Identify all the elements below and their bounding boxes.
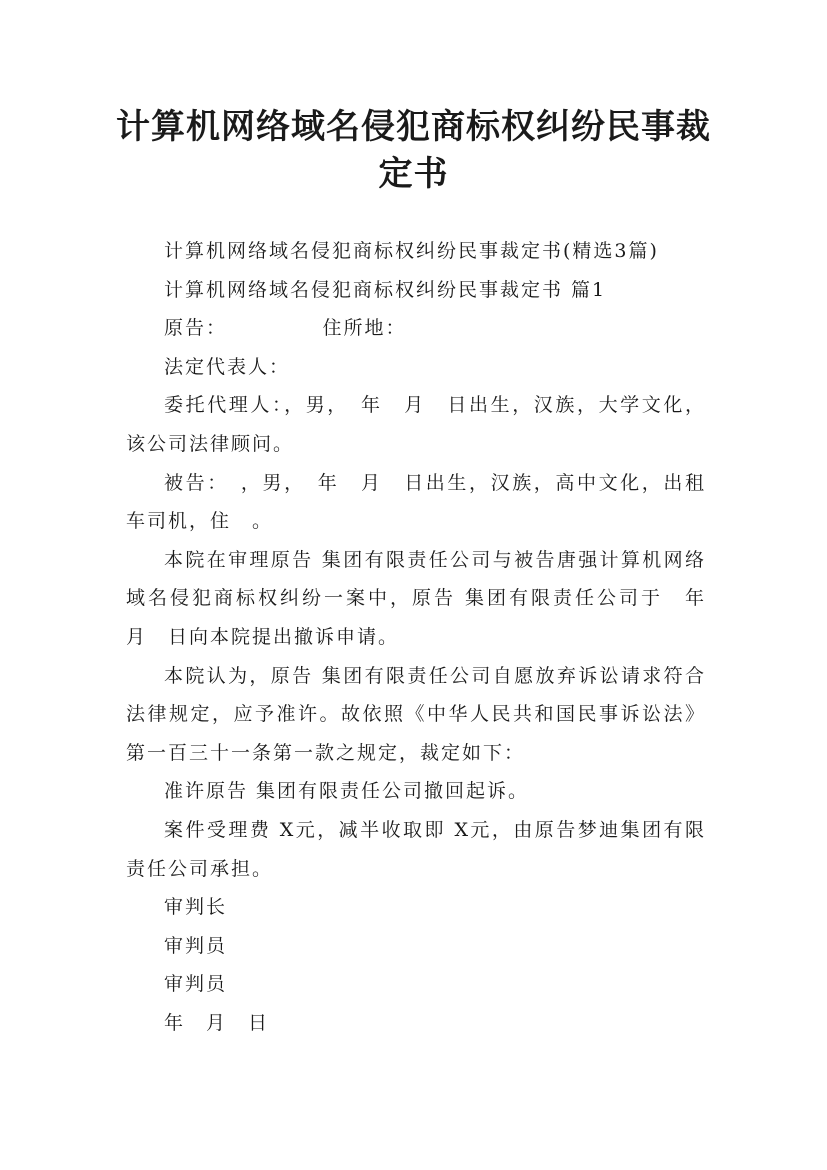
paragraph-ruling: 准许原告 集团有限责任公司撤回起诉。 [164,780,530,803]
paragraph-agent: 委托代理人：，男， 年 月 日出生，汉族，大学文化，该公司法律顾问。 [126,394,706,455]
paragraph-legal-representative: 法定代表人： [164,355,291,378]
document-body [126,232,728,1042]
paragraph-collection-title: 计算机网络域名侵犯商标权纠纷民事裁定书(精选3篇) [164,240,659,262]
paragraph-court-opinion: 本院认为，原告 集团有限责任公司自愿放弃诉讼请求符合法律规定，应予准许。故依照《中华人民共和国民事诉讼法》第一百三十一条第一款之规定，裁定如下： [126,664,706,764]
document-title: 计算机网络域名侵犯商标权纠纷民事裁定书 [116,107,711,194]
paragraph-article-heading: 计算机网络域名侵犯商标权纠纷民事裁定书 篇1 [164,278,607,301]
paragraph-fees: 案件受理费 X元，减半收取即 X元，由原告梦迪集团有限责任公司承担。 [126,818,706,880]
paragraph-case-background: 本院在审理原告 集团有限责任公司与被告唐强计算机网络域名侵犯商标权纠纷一案中，原告 集团有限责任公司于 年 月 日向本院提出撤诉申请。 [126,548,728,648]
paragraph-judge-2: 审判员 [164,973,228,996]
paragraph-presiding-judge: 审判长 [164,896,228,919]
paragraph-plaintiff: 原告： 住所地： [164,317,407,340]
paragraph-judge-1: 审判员 [164,934,228,957]
paragraph-date: 年 月 日 [164,1011,270,1034]
paragraph-defendant: 被告： ，男， 年 月 日出生，汉族，高中文化，出租车司机，住 。 [126,471,706,533]
